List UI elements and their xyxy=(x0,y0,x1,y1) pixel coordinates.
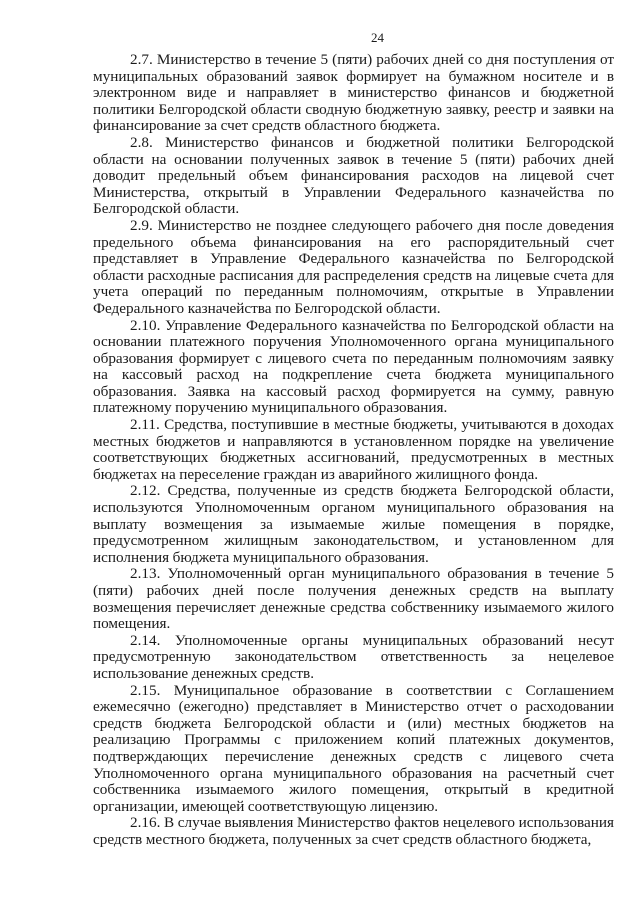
paragraph-text: Уполномоченные органы муниципальных образований несут предусмотренную законодательством ответственность за нецелевое использование денежных средств. xyxy=(93,631,614,682)
paragraph-2-13 xyxy=(93,566,614,632)
paragraph-number: 2.7. xyxy=(130,51,153,68)
paragraph-text: Министерство не позднее следующего рабочего дня после доведения предельного объема финансирования на его распорядительный счет представляет в Управление Федерального казначейства по Белгородской области расходные расписания для распределения средств на лицевые счета для учета операций по переданным полномочиям, открытые в Управлении Федерального казначейства по Белгородской области. xyxy=(93,216,614,317)
paragraph-text: Управление Федерального казначейства по Белгородской области на основании платежного поручения Уполномоченного органа муниципального образования формирует с лицевого счета по переданным полномочиям заявку на кассовый расход на подкрепление счета бюджета муниципального образования. Заявка на кассовый расход формируется на сумму, равную платежному поручению муниципального образования. xyxy=(93,316,614,417)
paragraph-number: 2.16. xyxy=(130,814,161,832)
paragraph-2-7 xyxy=(93,52,614,135)
paragraph-number: 2.8. xyxy=(130,133,153,151)
paragraph-2-11 xyxy=(93,417,614,483)
paragraph-number: 2.14. xyxy=(130,631,161,649)
paragraph-number: 2.15. xyxy=(130,681,161,699)
paragraph-number: 2.9. xyxy=(130,216,153,234)
paragraph-text: В случае выявления Министерство фактов нецелевого использования средств местного бюджета, полученных за счет средств областного бюджета, xyxy=(93,814,614,848)
paragraph-2-14 xyxy=(93,633,614,683)
paragraph-2-16 xyxy=(93,815,614,848)
paragraph-text: Уполномоченный орган муниципального образования в течение 5 (пяти) рабочих дней после получения денежных средств на выплату возмещения перечисляет денежные средства собственнику изымаемого жилого помещения. xyxy=(93,565,614,633)
paragraph-text: Средства, поступившие в местные бюджеты, учитываются в доходах местных бюджетов и направляются в установленном порядке на увеличение соответствующих бюджетных ассигнований, предусмотренных в местных бюджетах на переселение граждан из аварийного жилищного фонда. xyxy=(93,416,614,483)
paragraph-text: Министерство в течение 5 (пяти) рабочих дней со дня поступления от муниципальных образований заявок формирует на бумажном носителе и в электронном виде и направляет в министерство финансов и бюджетной политики Белгородской области сводную бюджетную заявку, реестр и заявки на финансирование за счет средств областного бюджета. xyxy=(93,51,614,135)
paragraph-2-15 xyxy=(93,683,614,816)
paragraph-text: Муниципальное образование в соответствии с Соглашением ежемесячно (ежегодно) представляет в Министерство отчет о расходовании средств бюджета Белгородской области и (или) местных бюджетов на реализацию Программы с приложением копий платежных документов, подтверждающих перечисление денежных средств с лицевого счета Уполномоченного органа муниципального образования на расчетный счет собственника изымаемого жилого помещения, открытый в кредитной организации, имеющей соответствующую лицензию. xyxy=(93,681,614,815)
paragraph-number: 2.13. xyxy=(130,565,161,583)
paragraph-2-10 xyxy=(93,318,614,418)
paragraph-number: 2.10. xyxy=(130,316,161,334)
paragraph-number: 2.12. xyxy=(130,482,161,500)
paragraph-2-12 xyxy=(93,483,614,566)
paragraph-2-9 xyxy=(93,218,614,318)
paragraph-2-8 xyxy=(93,135,614,218)
page-number: 24 xyxy=(371,30,384,45)
paragraph-number: 2.11. xyxy=(130,416,160,434)
paragraph-text: Средства, полученные из средств бюджета Белгородской области, используются Уполномоченным органом муниципального образования на выплату возмещения за изымаемые жилые помещения в порядке, предусмотренном жилищным законодательством, и установленном для исполнения бюджета муниципального образования. xyxy=(93,482,614,566)
document-body xyxy=(93,52,614,849)
paragraph-text: Министерство финансов и бюджетной политики Белгородской области на основании полученных заявок в течение 5 (пяти) рабочих дней доводит предельный объем финансирования расходов на лицевой счет Министерства, открытый в Управлении Федерального казначейства по Белгородской области. xyxy=(93,133,614,218)
